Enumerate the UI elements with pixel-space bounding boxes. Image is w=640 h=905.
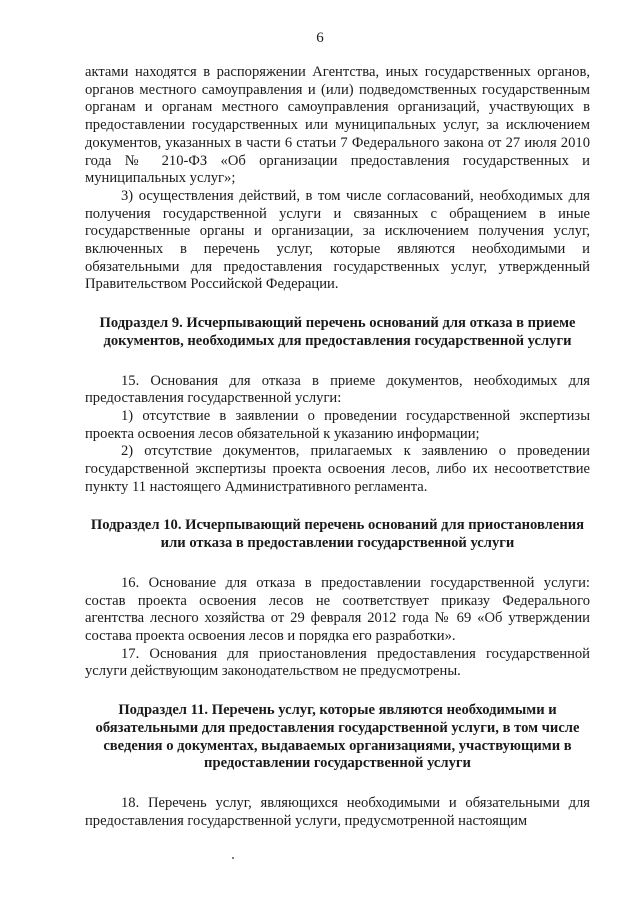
paragraph-15-item-1: 1) отсутствие в заявлении о проведении государственной экспертизы проекта освоения лесов обязательной к указанию информации; [85,407,590,442]
paragraph-18: 18. Перечень услуг, являющихся необходимыми и обязательными для предоставления государственной услуги, предусмотренной настоящим [85,794,590,829]
paragraph-17: 17. Основания для приостановления предоставления государственной услуги действующим законодательством не предусмотрены. [85,645,590,680]
scan-speck [232,857,234,859]
paragraph-15: 15. Основания для отказа в приеме документов, необходимых для предоставления государственной услуги: [85,372,590,407]
paragraph-16: 16. Основание для отказа в предоставлении государственной услуги: состав проекта освоения лесов не соответствует приказу Федерального агентства лесного хозяйства от 29 февраля 2012 года № 69 «Об утверждении состава проекта освоения лесов и порядка его разработки». [85,574,590,644]
heading-subsection-10: Подраздел 10. Исчерпывающий перечень оснований для приостановления или отказа в предоставлении государственной услуги [90,517,585,552]
page-number: 6 [316,30,324,46]
document-body [85,64,590,830]
heading-subsection-11: Подраздел 11. Перечень услуг, которые являются необходимыми и обязательными для предоставления государственной услуги, в том числе сведения о документах, выдаваемых организациями, участвующими в предоставлении государственной услуги [95,702,580,772]
heading-subsection-9: Подраздел 9. Исчерпывающий перечень оснований для отказа в приеме документов, необходимых для предоставления государственной услуги [99,315,576,349]
paragraph-continuation: актами находятся в распоряжении Агентства, иных государственных органов, органов местного самоуправления и (или) подведомственных государственным органам и органам местного самоуправления организаций, участвующих в предоставлении государственных или муниципальных услуг, за исключением документов, указанных в части 6 статьи 7 Федерального закона от 27 июля 2010 года № 210-ФЗ «Об организации предоставления государственных и муниципальных услуг»; [85,64,590,187]
paragraph-15-item-2: 2) отсутствие документов, прилагаемых к заявлению о проведении государственной экспертизы проекта освоения лесов, либо их несоответствие пункту 11 настоящего Административного регламента. [85,443,590,495]
paragraph-item-3: 3) осуществления действий, в том числе согласований, необходимых для получения государственной услуги и связанных с обращением в иные государственные органы и организации, за исключением получения услуг, включенных в перечень услуг, которые являются необходимыми и обязательными для предоставления государственных услуг, утвержденный Правительством Российской Федерации. [85,187,590,293]
